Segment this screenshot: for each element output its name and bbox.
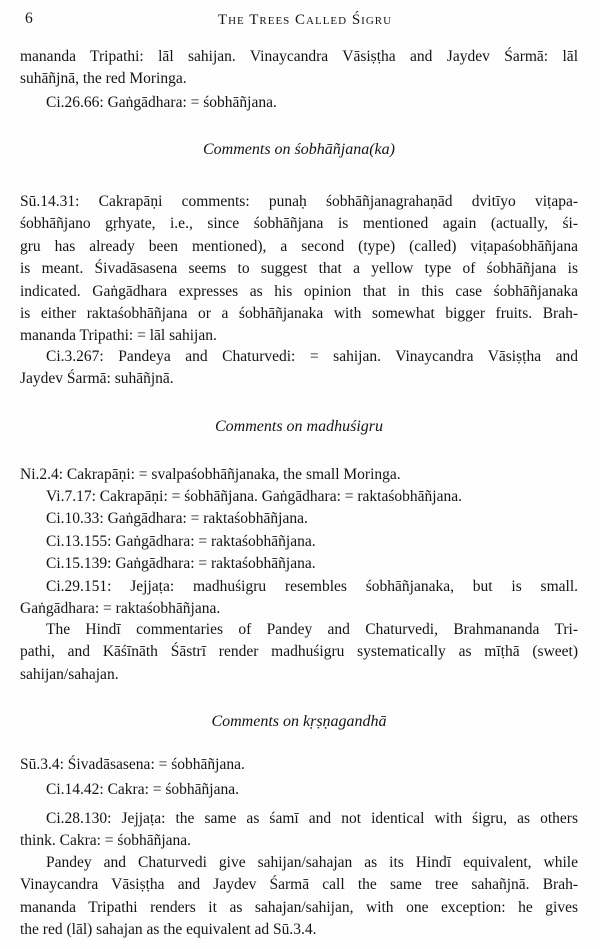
entry-ci-26-66 — [20, 92, 578, 114]
section-heading-krsnagandha: Comments on kṛṣṇagandhā — [211, 713, 387, 730]
entry-ci-3-267 — [20, 346, 578, 391]
paragraph-hindi-commentaries — [20, 619, 578, 686]
paragraph-red-moringa-cont — [20, 46, 578, 91]
text-line: Ni.2.4: Cakrapāṇi: = svalpaśobhāñjanaka, the small Moringa. — [20, 466, 401, 483]
text-line: Pandey and Chaturvedi give sahijan/sahajan as its Hindī equivalent, while — [46, 854, 578, 871]
entry-ci-28-130 — [20, 808, 578, 853]
text-line: mananda Tripathi renders it as sahajan/sahijan, with one exception: he gives — [20, 898, 578, 916]
entry-su-3-4 — [20, 754, 578, 776]
section-heading-sobhanjanaka: Comments on śobhāñjana(ka) — [203, 141, 395, 158]
text-line: Jaydev Śarmā: suhāñjnā. — [20, 370, 174, 388]
text-line: pathi, and Kāśīnāth Śāstrī render madhuśigru systematically as mīṭhā (sweet) — [20, 643, 578, 661]
page-number: 6 — [25, 10, 33, 27]
section-heading-madhusigru: Comments on madhuśigru — [214, 418, 383, 435]
entry-ci-13-155 — [20, 531, 578, 553]
text-line: gru has already been mentioned), a second (type) (called) viṭapaśobhāñjana — [20, 237, 578, 255]
text-line: indicated. Gaṅgādhara expresses as his opinion that in this case śobhāñjanaka — [20, 282, 578, 300]
text-line: Ci.3.267: Pandeya and Chaturvedi: = sahijan. Vinaycandra Vāsiṣṭha and — [46, 348, 578, 365]
paragraph-su-14-31 — [20, 191, 578, 348]
text-line: Gaṅgādhara: = raktaśobhāñjana. — [20, 600, 221, 618]
entry-ci-14-42 — [20, 779, 578, 801]
text-line: Ci.29.151: Jejjaṭa: madhuśigru resembles śobhāñjanaka, but is small. — [46, 578, 578, 595]
text-line: is meant. Śivadāsasena seems to suggest that a yellow type of śobhāñjana is — [20, 260, 578, 278]
paragraph-hindi-equivalent — [20, 852, 578, 942]
text-line: Ci.13.155: Gaṅgādhara: = raktaśobhāñjana. — [46, 533, 316, 550]
text-line: śobhāñjano gṛhyate, i.e., since śobhāñjana is mentioned again (actually, śi- — [20, 215, 578, 233]
text-line: Sū.14.31: Cakrapāṇi comments: punaḥ śobhāñjanagrahaṇād dvitīyo viṭapa- — [20, 193, 578, 210]
text-line: Sū.3.4: Śivadāsasena: = śobhāñjana. — [20, 756, 245, 773]
entry-ci-29-151 — [20, 576, 578, 621]
text-line: Ci.15.139: Gaṅgādhara: = raktaśobhāñjana. — [46, 555, 316, 572]
text-line: sahijan/sahajan. — [20, 665, 119, 683]
text-line: is either raktaśobhāñjana or a śobhāñjanaka with somewhat bigger fruits. Brah- — [20, 305, 578, 323]
text-line: Ci.14.42: Cakra: = śobhāñjana. — [46, 781, 239, 798]
running-title: The Trees Called Śigru — [217, 12, 393, 28]
text-line: Ci.28.130: Jejjaṭa: the same as śamī and not identical with śigru, as others — [46, 810, 578, 827]
text-line: Vinaycandra Vāsiṣṭha and Jaydev Śarmā call the same tree sahañjnā. Brah- — [20, 876, 578, 894]
text-line: Ci.26.66: Gaṅgādhara: = śobhāñjana. — [46, 94, 277, 111]
running-head — [0, 8, 600, 30]
entry-ci-10-33 — [20, 508, 578, 530]
entry-vi-7-17 — [20, 486, 578, 508]
text-line: mananda Tripathi: = lāl sahijan. — [20, 327, 217, 345]
text-line: mananda Tripathi: lāl sahijan. Vinaycandra Vāsiṣṭha and Jaydev Śarmā: lāl — [20, 48, 578, 65]
entry-ci-15-139 — [20, 553, 578, 575]
text-line: Vi.7.17: Cakrapāṇi: = śobhāñjana. Gaṅgādhara: = raktaśobhāñjana. — [46, 488, 462, 505]
text-line: The Hindī commentaries of Pandey and Chaturvedi, Brahmananda Tri- — [46, 621, 578, 638]
text-line: Ci.10.33: Gaṅgādhara: = raktaśobhāñjana. — [46, 510, 308, 527]
text-line: the red (lāl) sahajan as the equivalent ad Sū.3.4. — [20, 921, 317, 939]
entry-ni-2-4 — [20, 464, 578, 486]
text-line: suhāñjnā, the red Moringa. — [20, 70, 187, 88]
text-line: think. Cakra: = śobhāñjana. — [20, 832, 192, 850]
